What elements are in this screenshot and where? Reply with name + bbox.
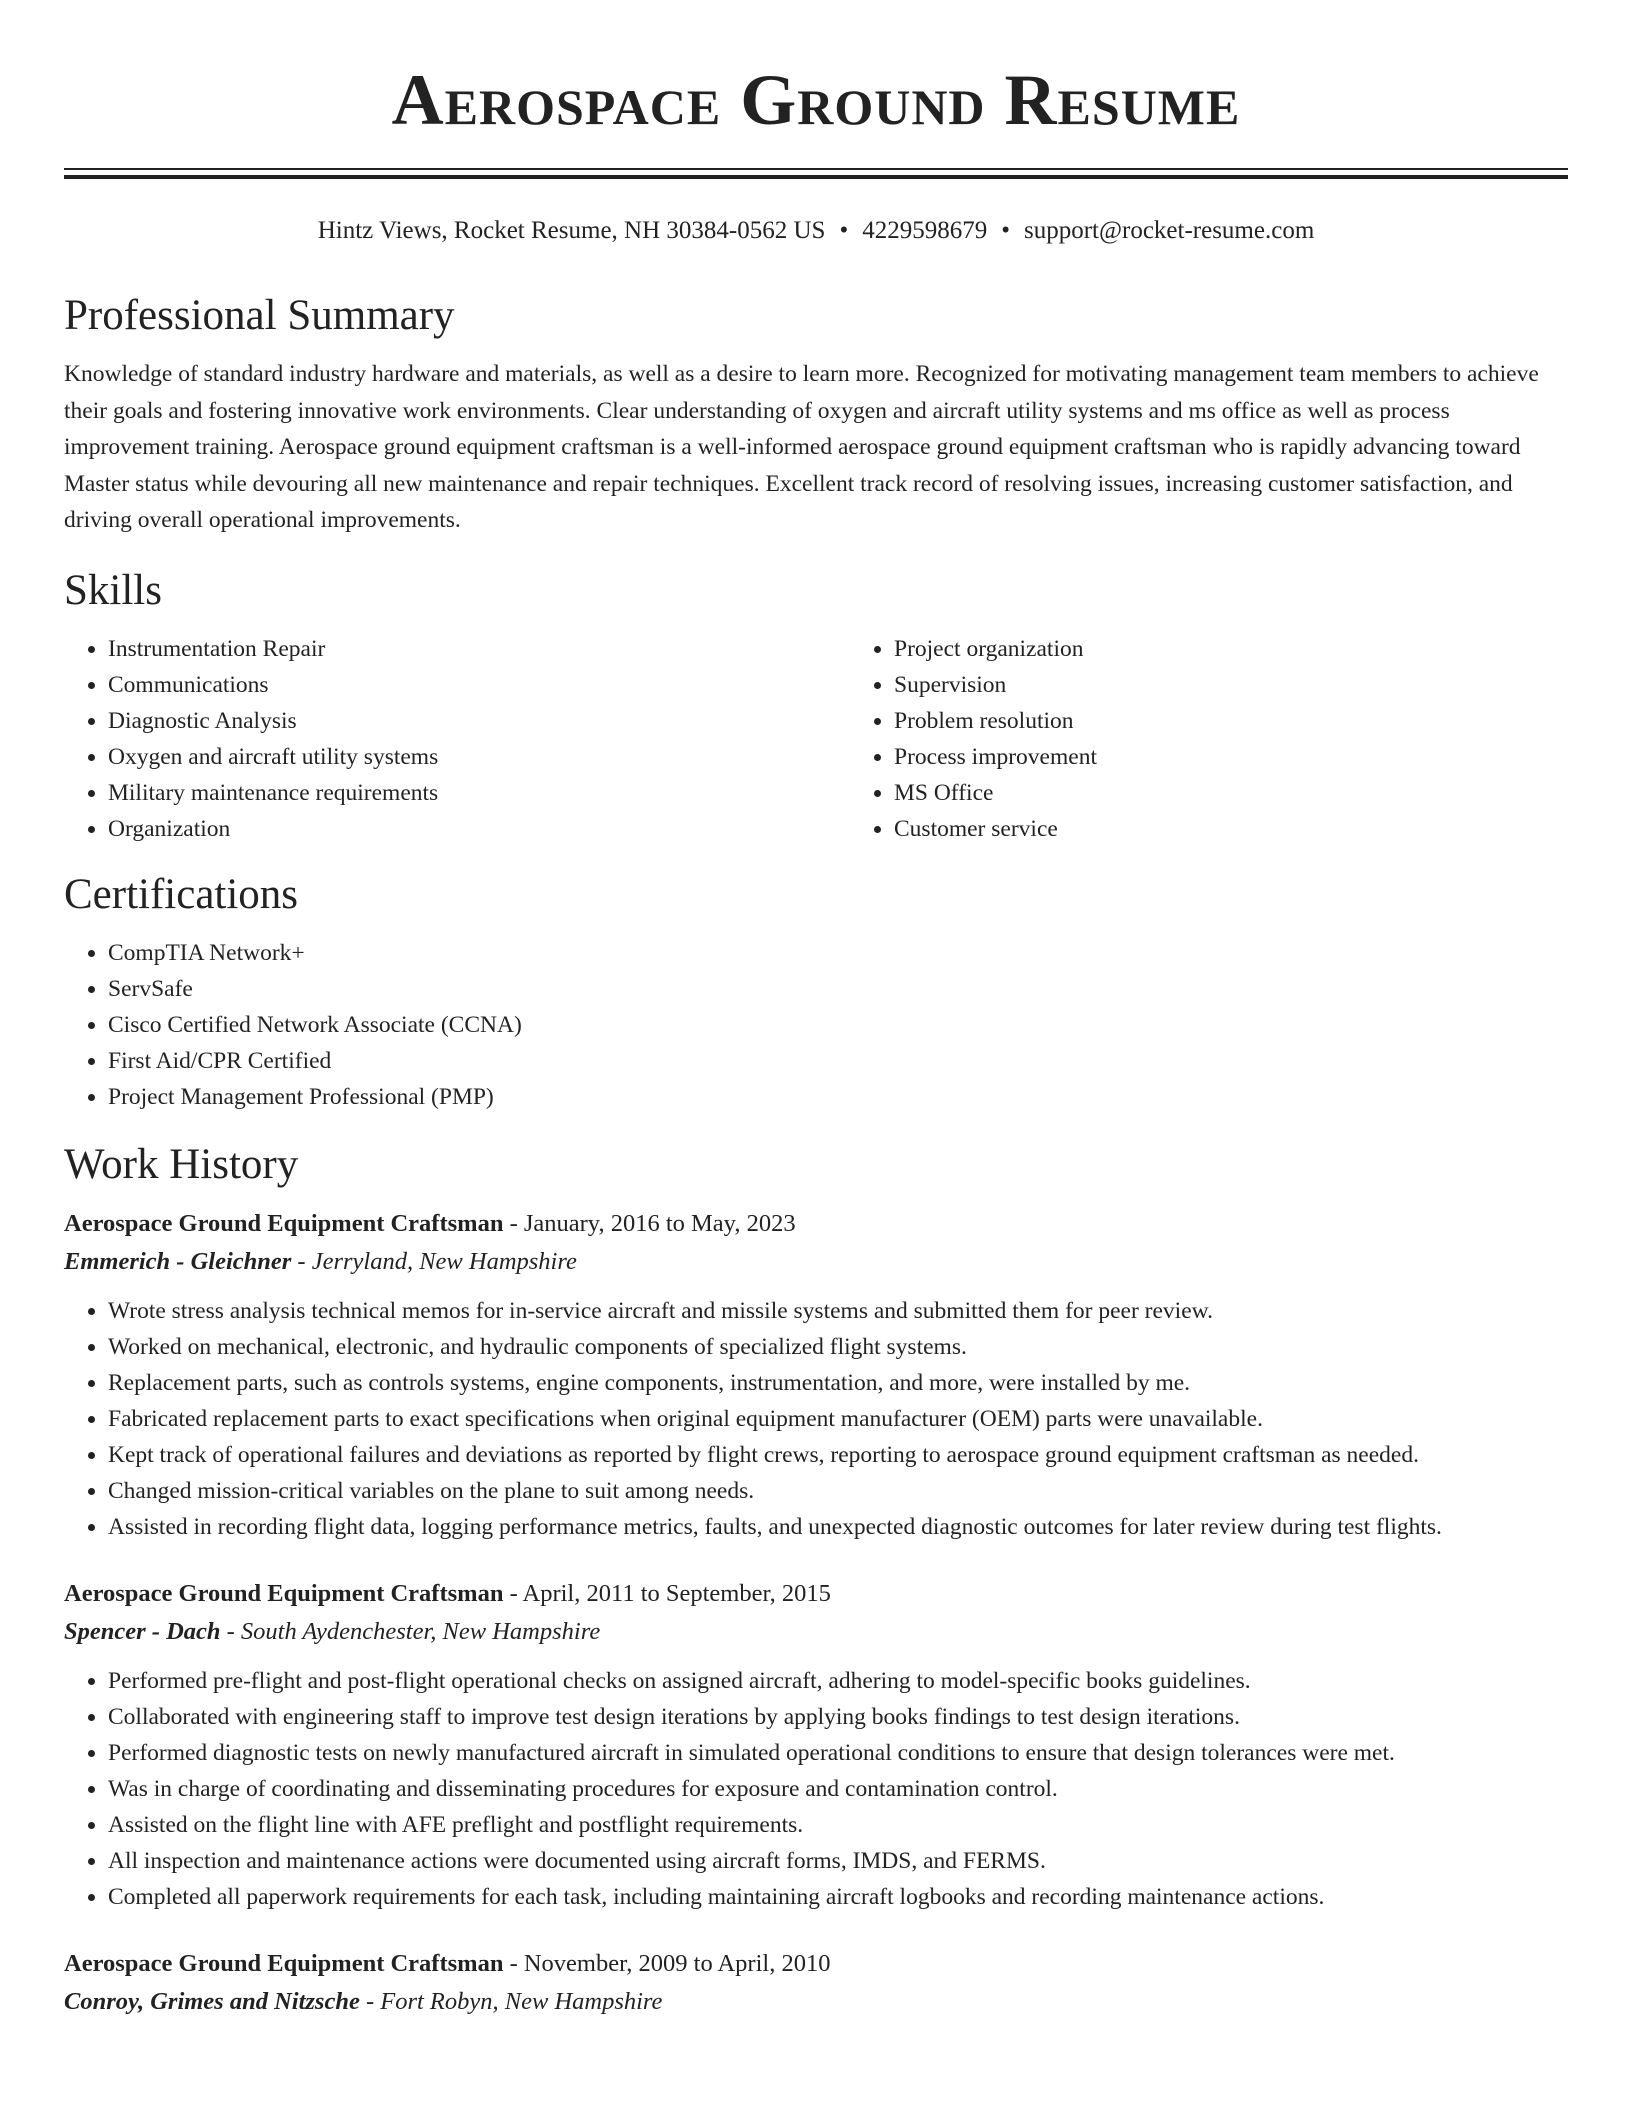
job-entry <box>64 1575 1568 1915</box>
job-location: - South Aydenchester, New Hampshire <box>220 1617 601 1645</box>
contact-address: Hintz Views, Rocket Resume, NH 30384-0562 US <box>317 217 826 244</box>
job-dates: - November, 2009 to April, 2010 <box>503 1949 831 1977</box>
job-title: Aerospace Ground Equipment Craftsman <box>64 1949 504 1977</box>
work-history-heading: Work History <box>64 1140 299 1188</box>
contact-separator: • <box>1001 217 1010 244</box>
job-duty-item: • Assisted on the flight line with AFE preflight and postflight requirements. <box>108 1807 1568 1843</box>
job-duty-item: • All inspection and maintenance actions were documented using aircraft forms, IMDS, and FERMS. <box>108 1843 1568 1879</box>
summary-section <box>64 290 1568 539</box>
certification-item: • Project Management Professional (PMP) <box>108 1079 1568 1115</box>
skill-item: • Organization <box>108 811 850 847</box>
job-title: Aerospace Ground Equipment Craftsman <box>64 1209 504 1237</box>
skill-item: • Diagnostic Analysis <box>108 703 850 739</box>
summary-heading: Professional Summary <box>64 292 455 339</box>
job-entry <box>64 1205 1568 1545</box>
job-duty-item: • Performed diagnostic tests on newly manufactured aircraft in simulated operational conditions to ensure that design tolerances were met. <box>108 1735 1568 1771</box>
certification-item: • ServSafe <box>108 971 1568 1007</box>
skills-columns <box>64 631 1568 847</box>
job-duties-list <box>64 1293 1568 1545</box>
resume-title: Aerospace Ground Resume <box>391 60 1241 140</box>
job-duty-item: • Fabricated replacement parts to exact specifications when original equipment manufacturer (OEM) parts were unavailable. <box>108 1401 1568 1437</box>
job-company: Emmerich - Gleichner <box>64 1247 292 1275</box>
resume-content <box>64 290 1568 2051</box>
skill-item: • Military maintenance requirements <box>108 775 850 811</box>
job-duty-item: • Collaborated with engineering staff to improve test design iterations by applying books findings to test design iterations. <box>108 1699 1568 1735</box>
certification-item: • First Aid/CPR Certified <box>108 1043 1568 1079</box>
job-company-line <box>64 1983 1568 2021</box>
job-company-line <box>64 1243 1568 1281</box>
job-dates: - January, 2016 to May, 2023 <box>503 1209 796 1237</box>
skills-list-left <box>64 631 850 847</box>
skills-heading: Skills <box>64 566 162 614</box>
job-company-line <box>64 1613 1568 1651</box>
job-duty-item: • Was in charge of coordinating and disseminating procedures for exposure and contamination control. <box>108 1771 1568 1807</box>
job-duties-list <box>64 1663 1568 1915</box>
jobs-list <box>64 1205 1568 2021</box>
job-duty-item: • Performed pre-flight and post-flight operational checks on assigned aircraft, adhering to model-specific books guidelines. <box>108 1663 1568 1699</box>
contact-separator: • <box>839 217 849 244</box>
job-location: - Jerryland, New Hampshire <box>291 1247 577 1275</box>
job-duty-item: • Changed mission-critical variables on the plane to suit among needs. <box>108 1473 1568 1509</box>
skill-item: • Communications <box>108 667 850 703</box>
job-duty-item: • Assisted in recording flight data, logging performance metrics, faults, and unexpected diagnostic outcomes for later review during test flights. <box>108 1509 1568 1545</box>
certification-item: • CompTIA Network+ <box>108 935 1568 971</box>
skills-section <box>64 565 1568 847</box>
skill-item: • Problem resolution <box>894 703 1632 739</box>
job-entry <box>64 1945 1568 2021</box>
skill-item: • MS Office <box>894 775 1632 811</box>
contact-email: support@rocket-resume.com <box>1023 217 1315 244</box>
certifications-list <box>64 935 1568 1115</box>
job-duty-item: • Worked on mechanical, electronic, and hydraulic components of specialized flight systems. <box>108 1329 1568 1365</box>
job-duty-item: • Replacement parts, such as controls systems, engine components, instrumentation, and more, were installed by me. <box>108 1365 1568 1401</box>
work-history-section <box>64 1139 1568 2021</box>
skill-item: • Instrumentation Repair <box>108 631 850 667</box>
contact-line <box>0 214 1632 248</box>
job-duty-item: • Kept track of operational failures and deviations as reported by flight crews, reporting to aerospace ground equipment craftsman as needed. <box>108 1437 1568 1473</box>
title-divider-thin <box>64 168 1568 170</box>
skill-item: • Supervision <box>894 667 1632 703</box>
skill-item: • Customer service <box>894 811 1632 847</box>
job-duty-item: • Wrote stress analysis technical memos for in-service aircraft and missile systems and submitted them for peer review. <box>108 1293 1568 1329</box>
contact-phone: 4229598679 <box>862 217 988 244</box>
job-title-line <box>64 1205 1568 1243</box>
certification-item: • Cisco Certified Network Associate (CCNA) <box>108 1007 1568 1043</box>
job-title-line <box>64 1945 1568 1983</box>
certifications-section <box>64 869 1568 1115</box>
summary-text: Knowledge of standard industry hardware and materials, as well as a desire to learn more. Recognized for motivating management team members to achieve their goals and fostering innovative work environments. Clear understanding of oxygen and aircraft utility systems and ms office as well as process improvement training. Aerospace ground equipment craftsman is a well-informed aerospace ground equipment craftsman who is rapidly advancing toward Master status while devouring all new maintenance and repair techniques. Excellent track record of resolving issues, increasing customer satisfaction, and driving overall operational improvements. <box>64 361 1539 533</box>
skills-list-right <box>850 631 1632 847</box>
job-company: Conroy, Grimes and Nitzsche <box>64 1987 360 2015</box>
job-title-line <box>64 1575 1568 1613</box>
job-title: Aerospace Ground Equipment Craftsman <box>64 1579 504 1607</box>
job-duty-item: • Completed all paperwork requirements for each task, including maintaining aircraft logbooks and recording maintenance actions. <box>108 1879 1568 1915</box>
job-dates: - April, 2011 to September, 2015 <box>503 1579 831 1607</box>
job-company: Spencer - Dach <box>64 1617 221 1645</box>
skill-item: • Project organization <box>894 631 1632 667</box>
job-location: - Fort Robyn, New Hampshire <box>359 1987 663 2015</box>
skill-item: • Process improvement <box>894 739 1632 775</box>
certifications-heading: Certifications <box>64 870 299 918</box>
skill-item: • Oxygen and aircraft utility systems <box>108 739 850 775</box>
title-divider-thick <box>64 175 1568 179</box>
